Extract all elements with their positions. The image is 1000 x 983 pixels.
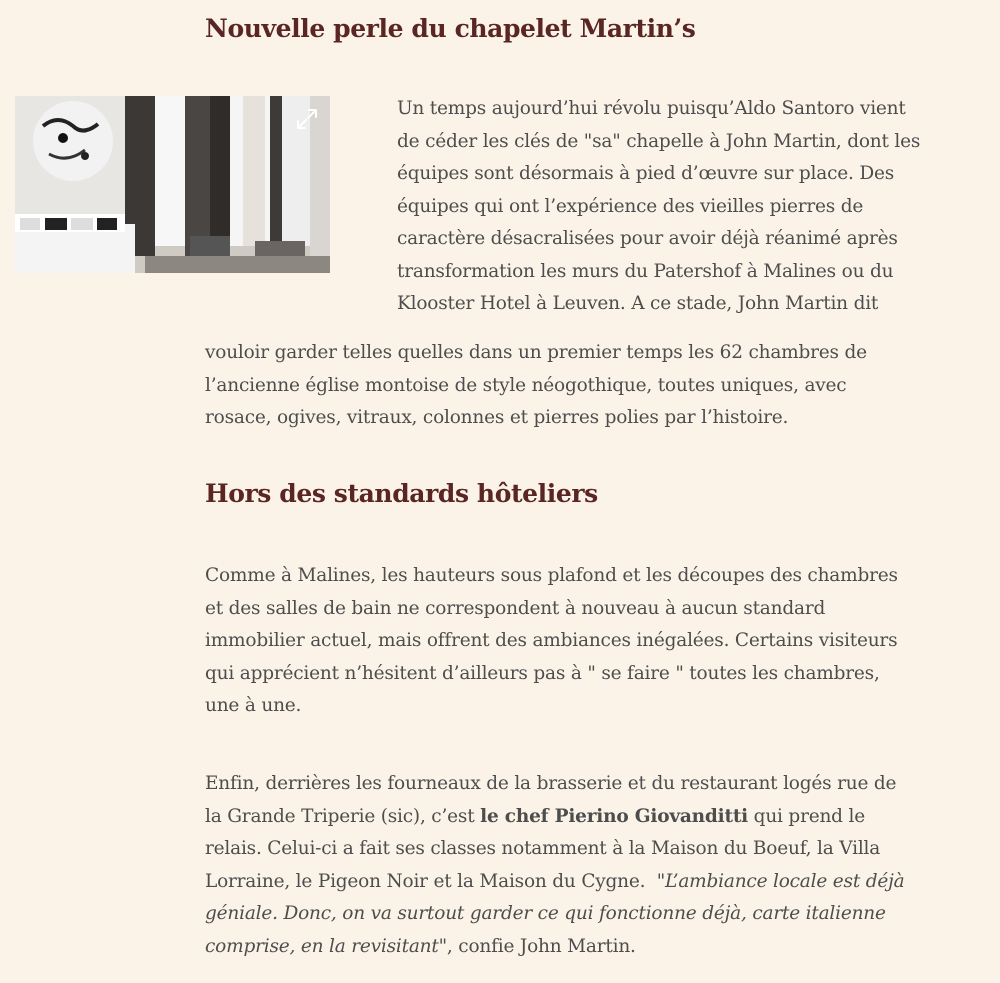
text-line: relais. Celui-ci a fait ses classes notamment à la Maison du Boeuf, la Villa (205, 838, 881, 859)
text-line (205, 801, 985, 834)
quote-segment: "L’ambiance locale est déjà (656, 870, 905, 892)
text-segment: qui prend le (748, 805, 865, 827)
text-line: une à une. (205, 695, 302, 716)
section-heading-perle: Nouvelle perle du chapelet Martin’s (205, 14, 696, 43)
paragraph-chef (205, 768, 985, 963)
text-line: transformation les murs du Patershof à Malines ou du (397, 260, 894, 282)
paragraph-standards (205, 560, 985, 723)
paragraph-intro-continued (205, 337, 985, 435)
quote-segment: comprise, en la revisitant" (205, 935, 447, 957)
text-line: équipes sont désormais à pied d’œuvre sur place. Des (397, 163, 895, 184)
text-line: qui apprécient n’hésitent d’ailleurs pas à " se faire " toutes les chambres, (205, 662, 880, 684)
text-line: et des salles de bain ne correspondent à nouveau à aucun standard (205, 597, 826, 619)
text-line: Klooster Hotel à Leuven. A ce stade, John Martin dit (397, 293, 879, 314)
text-line (205, 931, 985, 964)
text-segment: Lorraine, le Pigeon Noir et la Maison du Cygne. (205, 870, 657, 892)
text-line: Un temps aujourd’hui révolu puisqu’Aldo Santoro vient (397, 98, 906, 119)
text-line: Enfin, derrières les fourneaux de la brasserie et du restaurant logés rue de (205, 773, 897, 794)
text-line: caractère désacralisées pour avoir déjà réanimé après (397, 228, 898, 249)
text-line: Comme à Malines, les hauteurs sous plafond et les découpes des chambres (205, 565, 898, 586)
expand-icon[interactable] (294, 106, 320, 132)
text-segment: la Grande Triperie (sic), c’est (205, 805, 481, 827)
text-segment: , confie John Martin. (446, 935, 636, 957)
hotel-room-photo[interactable] (15, 96, 330, 273)
quote-line: géniale. Donc, on va surtout garder ce qui fonctionne déjà, carte italienne (205, 903, 886, 924)
text-line: immobilier actuel, mais offrent des ambiances inégalées. Certains visiteurs (205, 630, 898, 651)
text-line: équipes qui ont l’expérience des vieilles pierres de (397, 195, 864, 217)
text-line: de céder les clés de "sa" chapelle à John Martin, dont les (397, 130, 921, 152)
text-line: l’ancienne église montoise de style néogothique, toutes uniques, avec (205, 374, 847, 396)
text-line: rosace, ogives, vitraux, colonnes et pierres polies par l’histoire. (205, 407, 789, 428)
paragraph-intro-wrap (397, 93, 997, 321)
hotel-room-illustration (15, 96, 330, 273)
section-heading-standards: Hors des standards hôteliers (205, 479, 598, 508)
text-line: vouloir garder telles quelles dans un premier temps les 62 chambres de (205, 342, 867, 363)
chef-name: le chef Pierino Giovanditti (480, 805, 748, 827)
text-line (205, 866, 985, 899)
